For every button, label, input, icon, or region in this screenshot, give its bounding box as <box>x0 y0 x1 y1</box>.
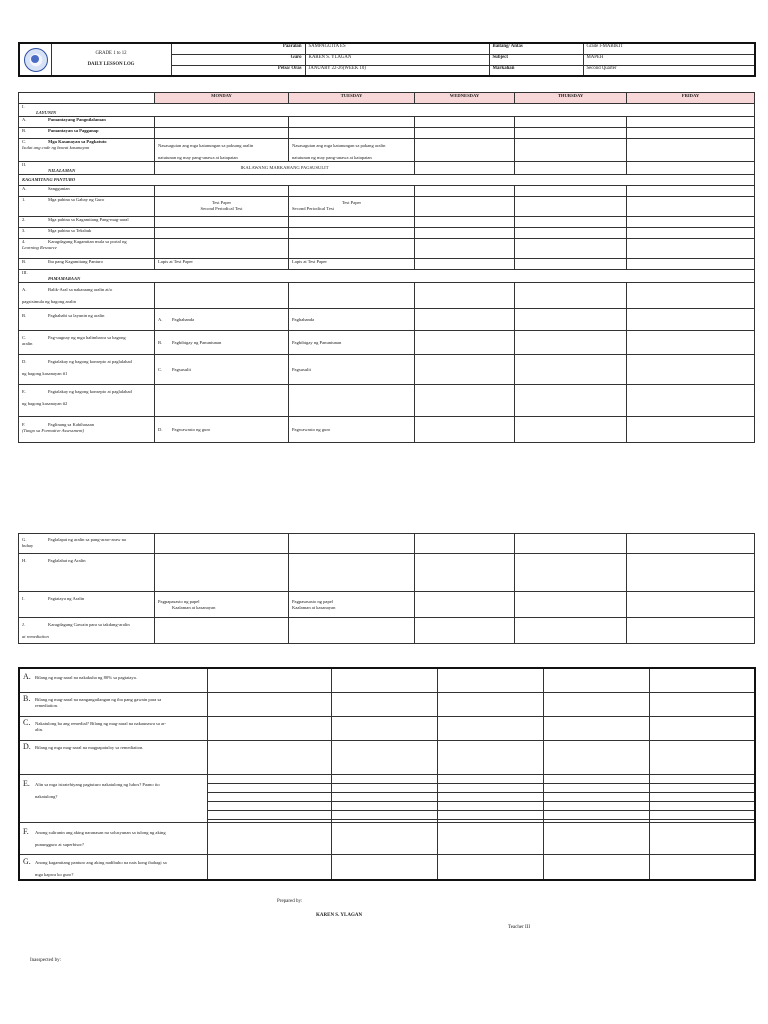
cell-text: Test Paper <box>341 200 362 205</box>
cell-text: Pagbibigay ng Panuntunan <box>172 339 222 345</box>
row-pagtalakay-1 <box>19 355 155 385</box>
letter: D. <box>158 426 163 432</box>
row-label: Pamantayan sa Pagganap <box>48 128 99 133</box>
reflection-f <box>19 822 207 854</box>
row-label: Paghahabi sa layunin ng aralin <box>48 313 105 318</box>
letter: A. <box>22 117 27 122</box>
row-sublabel: (Tungo sa Formative Assessment) <box>22 428 85 433</box>
letter: G. <box>22 537 27 542</box>
row-paglinang <box>19 417 155 443</box>
kasanayan-monday <box>155 139 289 162</box>
row-label: alin. <box>35 726 44 732</box>
row-paglalahat <box>19 554 155 592</box>
kasanayan-tuesday <box>289 139 415 162</box>
day-thursday: THURSDAY <box>515 93 627 104</box>
layunin-row <box>19 104 755 117</box>
petsa-value: JANUARY 22-26(WEEK 10) <box>305 65 489 76</box>
letter: F. <box>22 422 26 427</box>
layunin-title: LAYUNIN <box>36 110 57 115</box>
letter: E. <box>23 778 30 788</box>
row-label: Sanggunian <box>48 186 70 191</box>
baitang-value: Grade I-MABIKIT <box>583 43 755 54</box>
days-header-row <box>19 93 755 104</box>
row-label: ng bagong kasanayan #1 <box>22 371 68 376</box>
prepared-by-label: Prepared by: <box>277 899 303 904</box>
row-label: Pag-uugnay ng mga halimbawa sa bagong <box>48 335 126 340</box>
row-label: NILALAMAN <box>48 168 76 173</box>
row-label: pagsisimula ng bagong aralin <box>22 299 76 304</box>
reflection-b <box>19 692 207 716</box>
markahan-label: Markahan <box>489 65 583 76</box>
row-pag-uugnay <box>19 331 155 355</box>
day-wednesday: WEDNESDAY <box>415 93 515 104</box>
subject-label: Subject <box>489 54 583 65</box>
deped-seal <box>19 43 51 76</box>
header-table <box>18 42 756 77</box>
row-label: PAMAMARAAN <box>48 276 81 281</box>
row-sanggunian <box>19 186 155 197</box>
cell-text: natutunan ng may pang-unawa at katapatan <box>158 155 238 160</box>
row-nilalaman <box>19 162 155 175</box>
letter: E. <box>22 389 26 394</box>
row-karagdagang-gawain <box>19 618 155 644</box>
row-label: Karagdagang Gawain para sa takdang-aralin <box>48 622 130 627</box>
row-pagtalakay-2 <box>19 385 155 417</box>
letter: I. <box>22 596 25 601</box>
row-label: Paglinang sa Kabihasaan <box>48 422 94 427</box>
cell-text: Test Paper <box>211 200 232 205</box>
cell-text: Second Periodical Test <box>292 206 334 211</box>
guro-value: KAREN S. YLAGAN <box>305 54 489 65</box>
row-label: nakatulong? <box>35 793 58 799</box>
baitang-label: Baitang/ Antas <box>489 43 583 54</box>
paghahabi-monday <box>155 309 289 331</box>
pagtalakay-1-tuesday: Pagsusulit <box>289 355 415 385</box>
petsa-label: Petsa/ Oras <box>171 65 305 76</box>
cell-text: Paghahanda <box>172 316 195 322</box>
number: 1. <box>22 197 26 202</box>
letter: F. <box>23 826 29 836</box>
row-label: Karagdagang Kagamitan mula sa portal ng <box>48 239 127 244</box>
section-num: II. <box>22 162 27 167</box>
letter: A. <box>22 186 27 191</box>
paglinang-monday <box>155 417 289 443</box>
guro-label: Guro <box>171 54 305 65</box>
letter: B. <box>23 693 31 703</box>
pagtataya-monday <box>155 592 289 618</box>
cell-text: Kaalaman at kasanayan <box>172 604 216 610</box>
row-label: Mga Kasanayan sa Pagkatuto <box>48 139 107 144</box>
row-label: Paglalapat ng aralin sa pang-araw-araw na <box>48 537 126 542</box>
row-label: mga kapwa ko guro? <box>35 871 74 877</box>
row-label: Nakatulong ba ang remedial? Bilang ng mag-aaral na nakaunawa sa ar- <box>35 720 167 726</box>
row-sublabel: Isulat ang code ng bawat kasanayan <box>22 145 90 150</box>
paglinang-tuesday: Pagwawasto ng guro <box>289 417 415 443</box>
row-iba-pang-kagamitan <box>19 259 155 270</box>
letter: D. <box>22 359 27 364</box>
lesson-log-table-2 <box>18 533 755 644</box>
row-label: Pagtalakay ng bagong konsepto at paglalahad <box>48 359 132 364</box>
row-label: Anong suliranin ang aking naranasan na solusyunan sa tulong ng aking <box>35 829 166 835</box>
letter: D. <box>23 741 31 751</box>
row-label: Mga pahina sa Teksbuk <box>48 228 92 233</box>
cell-text: Pagwawasto ng guro <box>172 426 211 432</box>
letter: A. <box>23 672 31 681</box>
iba-pang-tuesday: Lapis at Test Paper <box>289 259 415 270</box>
row-label: Pagtalakay ng bagong konsepto at paglalahad <box>48 389 132 394</box>
row-label: aralin <box>22 341 33 346</box>
section-num: I. <box>22 104 25 109</box>
letter: C. <box>158 366 163 372</box>
letter: B. <box>22 128 27 133</box>
deped-seal-icon <box>24 48 48 72</box>
number: 4. <box>22 239 26 244</box>
row-label: Anong kagamitang panturo ang aking nadibuho na nais kong ibahagi sa <box>35 859 167 865</box>
inspected-by-label: Inasspected by: <box>30 958 61 963</box>
kagamitang-panturo-row: KAGAMITANG PANTURO <box>19 175 755 186</box>
letter: J. <box>22 622 25 627</box>
markahan-value: Second Quarter <box>583 65 755 76</box>
lesson-log-table <box>18 92 755 443</box>
letter: G. <box>23 856 31 866</box>
paghahabi-tuesday: Paghahanda <box>289 309 415 331</box>
grade-label: GRADE 1 to 12 <box>95 51 127 56</box>
row-label: buhay <box>22 543 34 548</box>
row-label: Bilang ng mag-aaral na nakakuha ng 80% sa pagtataya. <box>35 675 137 680</box>
row-label: Mga pahina sa Gabay ng Guro <box>48 197 105 202</box>
subject-value: MAPEH <box>583 54 755 65</box>
row-pamantayan-pagganap <box>19 128 155 139</box>
pag-uugnay-tuesday: Pagbibigay ng Panuntunan <box>289 331 415 355</box>
paaralan-label: Paaralan <box>171 43 305 54</box>
row-label: Bilang ng mag-aaral na nangangailangan ng iba pang gawain para sa <box>35 696 162 702</box>
gabay-tuesday <box>289 197 415 217</box>
reflection-a <box>19 668 207 692</box>
reflection-c <box>19 716 207 740</box>
cell-text: Pagsusulit <box>172 366 191 372</box>
row-karagdagang-kagamitan <box>19 239 155 259</box>
letter: C. <box>22 139 27 144</box>
row-label: Alin sa mga istratehiyang pagtuturo nakatulong ng lubos? Paano ito <box>35 781 160 787</box>
cell-text: Kaalaman at kasanayan <box>292 604 336 610</box>
pagtalakay-1-monday <box>155 355 289 385</box>
row-label: Pagtataya ng Aralin <box>48 596 85 601</box>
row-label: ng bagong kasanayan #2 <box>22 401 68 406</box>
nilalaman-value: IKALAWANG MARKAHANG PAGSUSULIT <box>155 162 415 175</box>
row-mga-kasanayan <box>19 139 155 162</box>
section-num: III. <box>22 270 28 275</box>
number: 2. <box>22 217 26 222</box>
row-label: Pamantayang Pangnilalaman <box>48 117 106 122</box>
row-label: Balik-Aral sa nakaraang aralin at/o <box>48 287 113 292</box>
reflection-g <box>19 854 207 880</box>
day-tuesday: TUESDAY <box>289 93 415 104</box>
dll-label: DAILY LESSON LOG <box>87 62 135 67</box>
pamamaraan-row <box>19 270 755 283</box>
letter: C. <box>22 335 27 340</box>
pagtataya-tuesday <box>289 592 415 618</box>
row-paglalapat <box>19 534 155 554</box>
row-balik-aral <box>19 283 155 309</box>
reflection-e <box>19 774 207 822</box>
teacher-name: KAREN S. YLAGAN <box>316 913 363 918</box>
iba-pang-monday: Lapis at Test Paper <box>155 259 289 270</box>
letter: C. <box>23 717 31 727</box>
row-pamantayang-pangnilalaman <box>19 117 155 128</box>
letter: A. <box>158 316 163 322</box>
cell-text: Second Periodical Test <box>200 206 243 211</box>
row-gabay-guro <box>19 197 155 217</box>
day-monday: MONDAY <box>155 93 289 104</box>
letter: B. <box>158 339 163 345</box>
gabay-monday <box>155 197 289 217</box>
letter: H. <box>22 558 27 563</box>
row-label: Paglalahat ng Aralin <box>48 558 86 563</box>
row-paghahabi <box>19 309 155 331</box>
row-kagamitang-mag-aaral <box>19 217 155 228</box>
day-friday: FRIDAY <box>627 93 755 104</box>
cell-text: natutunan ng may pang-unawa at katapatan <box>292 155 372 160</box>
row-label: Iba pang Kagamitang Panturo <box>48 259 103 264</box>
reflection-d <box>19 740 207 774</box>
row-sublabel: Learning Resource <box>22 245 57 250</box>
letter: B. <box>22 259 27 264</box>
row-label: remediation. <box>35 702 59 708</box>
cell-text: Nasasagutan ang mga katanungan sa paksang aralin <box>158 143 254 148</box>
paaralan-value: SAMPAGUITA ES <box>305 43 489 54</box>
row-label: punungguro at superbisor? <box>35 841 84 847</box>
reflection-table <box>18 667 756 881</box>
letter: A. <box>22 287 27 292</box>
row-teksbuk <box>19 228 155 239</box>
row-label: at remediation <box>22 634 49 639</box>
letter: B. <box>22 313 27 318</box>
cell-text: Pagpasasasto ng papel <box>292 598 334 604</box>
teacher-position: Teacher III <box>508 925 530 930</box>
row-label: Bilang ng mga mag-aaral na magpapatuloy sa remediation. <box>35 744 144 750</box>
row-pagtataya <box>19 592 155 618</box>
cell-text: Nasasagutan ang mga katanungan sa pakang aralin <box>292 143 386 148</box>
pag-uugnay-monday <box>155 331 289 355</box>
number: 3. <box>22 228 26 233</box>
row-label: Mga pahina sa Kagamitang Pang-mag-aaral <box>48 217 129 222</box>
cell-text: Pagpapasasto ng papel <box>158 598 200 604</box>
